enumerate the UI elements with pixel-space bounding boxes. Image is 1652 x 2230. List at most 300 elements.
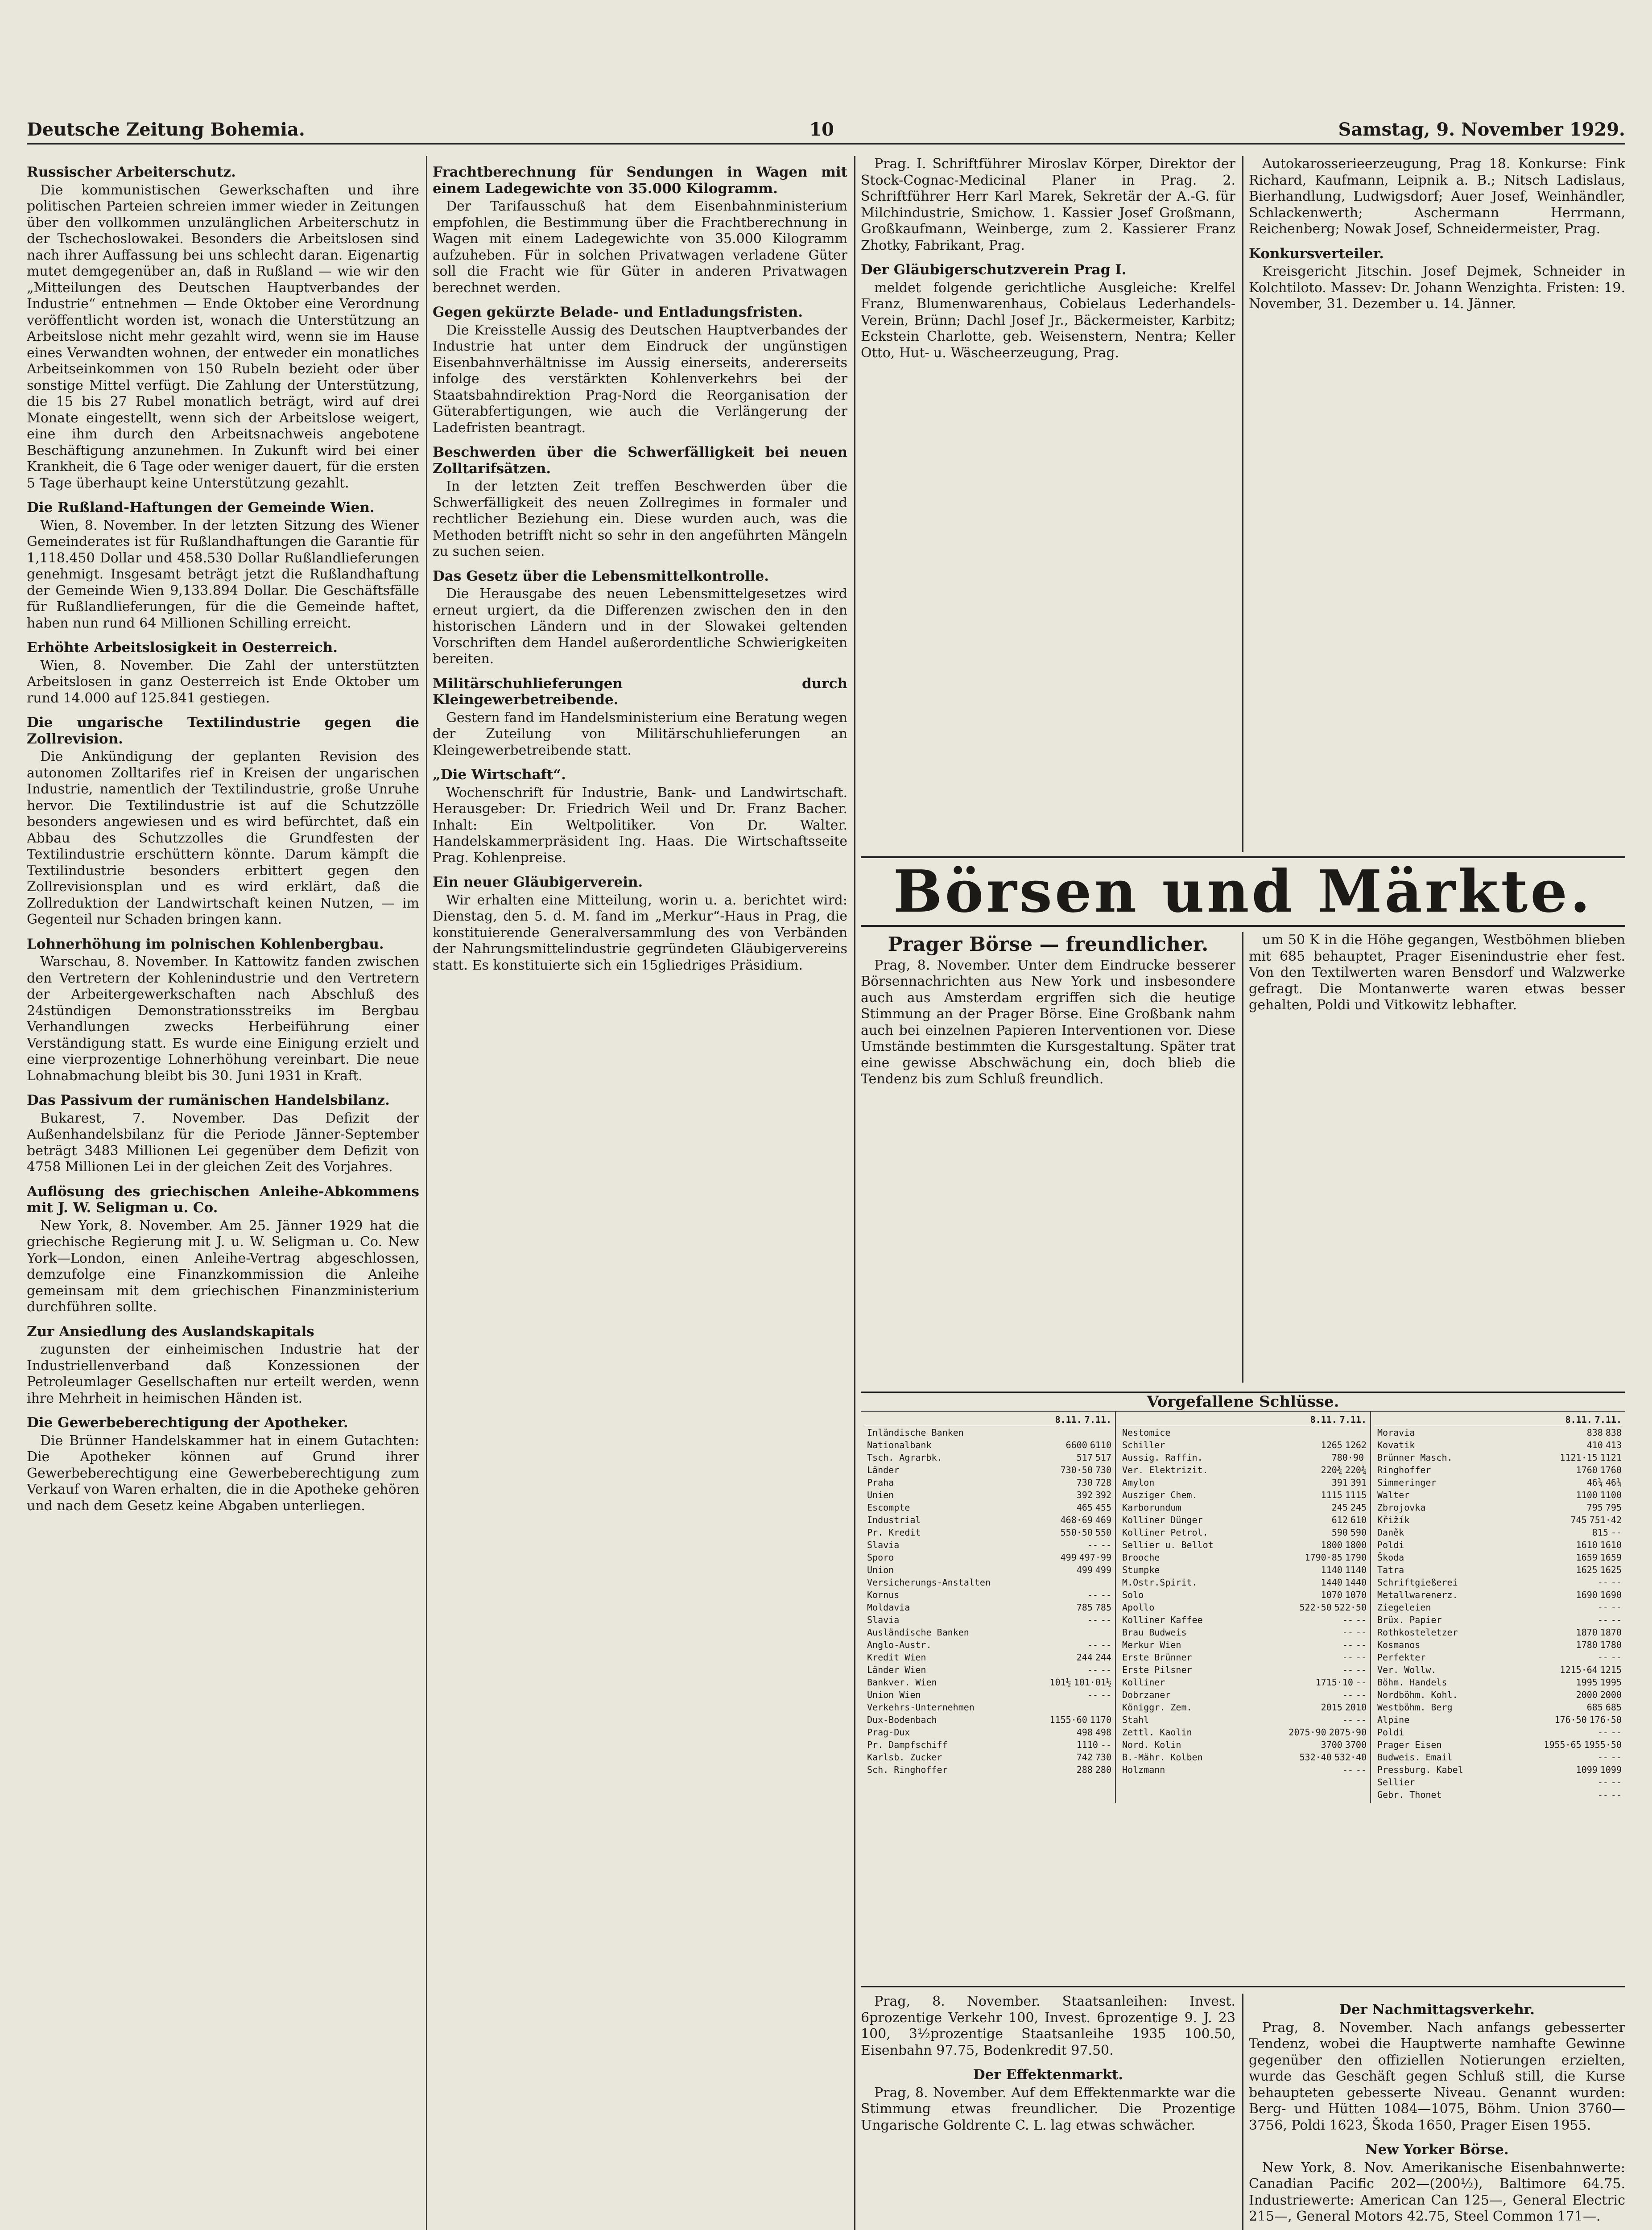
table-cell: 3700	[1321, 1739, 1342, 1750]
article-title: Russischer Arbeiterschutz.	[27, 164, 236, 180]
article-body: Bukarest, 7. November. Das Defizit der Außenhandelsbilanz für die Periode Jänner-September beträgt 3483 Millionen Lei gegenüber dem Defizit von 4758 Millionen Lei in der gleichen Zeit des Vorjahres.	[27, 1110, 419, 1175]
table-cell: Kolliner Petrol.	[1122, 1527, 1208, 1538]
table-row	[864, 1576, 1111, 1589]
table-header-cell: 8.11.	[1055, 1414, 1082, 1425]
table-row	[864, 1664, 1111, 1676]
table-row	[864, 1676, 1111, 1689]
table-cell: --	[1355, 1615, 1367, 1625]
table-row	[1375, 1614, 1622, 1626]
table-cell: 590	[1350, 1527, 1367, 1538]
table-cell: Unien	[867, 1490, 894, 1500]
table-cell: Ziegeleien	[1377, 1602, 1431, 1613]
table-cell: 838	[1586, 1427, 1603, 1438]
table-cell: Škoda	[1377, 1552, 1404, 1563]
table-cell: 532·40	[1334, 1752, 1367, 1763]
table-cell: 1099	[1600, 1764, 1622, 1775]
article-title: Ein neuer Gläubigerverein.	[433, 874, 643, 890]
table-cell: Kolliner Kaffee	[1122, 1615, 1203, 1625]
table-cell: 1121	[1600, 1452, 1622, 1463]
table-cell: 2010	[1345, 1702, 1367, 1713]
table-cell: Kolliner Dünger	[1122, 1515, 1203, 1525]
effekten-text: Prag, 8. November. Auf dem Effektenmarkte war die Stimmung etwas freundlicher. Die Prozentige Ungarische Goldrente C. L. lag etwas schwächer.	[861, 2085, 1235, 2133]
table-row	[1375, 1601, 1622, 1614]
table-cell: Prager Eisen	[1377, 1739, 1442, 1750]
article-body: Die kommunistischen Gewerkschaften und ihre politischen Parteien schreien immer wieder in Zeitungen über den vollkommen unzulänglichen Arbeiterschutz in der Tschechoslowakei. Besonders die Arbeitslosen sind nach ihrer Auffassung bei uns schlecht daran. Eigenartig mutet demgegenüber an, daß in Rußland — wie wir den „Mitteilungen des Deutschen Hauptverbandes der Industrie“ entnehmen — Ende Oktober eine Verordnung veröffentlicht worden ist, wonach die Unterstützung an Arbeitslose nicht mehr gezahlt wird, wenn sie im Hause eines Verwandten wohnen, der entweder ein monatliches Arbeitseinkommen von 150 Rubeln bezieht oder über sonstige Mittel verfügt. Die Zahlung der Unterstützung, die 15 bis 27 Rubel monatlich beträgt, wird auf drei Monate eingestellt, wenn sich der Arbeitslose weigert, eine ihm durch den Arbeitsnachweis angebotene Beschäftigung anzunehmen. In Zukunft wird bei einer Krankheit, die 6 Tage oder weniger dauert, für die ersten 5 Tage überhaupt keine Unterstützung gezahlt.	[27, 182, 419, 491]
table-cell: 1110	[1076, 1739, 1098, 1750]
table-cell: 1625	[1600, 1565, 1622, 1575]
table-cell: 465	[1076, 1502, 1093, 1513]
table-row	[1375, 1776, 1622, 1788]
table-cell: 522·50	[1299, 1602, 1332, 1613]
table-cell: 780·90	[1331, 1452, 1364, 1463]
table-cell: 391	[1350, 1477, 1367, 1488]
table-cell: --	[1597, 1652, 1608, 1663]
table-cell: Aussig. Raffin.	[1122, 1452, 1203, 1463]
table-cell: --	[1611, 1727, 1622, 1738]
article-body: Autokarosserieerzeugung, Prag 18. Konkurse: Fink Richard, Kaufmann, Leipnik a. B.; Nitsch Ladislaus, Bierhandlung, Ludwigsdorf; Auer Josef, Weinhändler, Schlackenwerth; Aschermann Herrmann, Reichenberg; Nowak Josef, Schneidermeister, Prag.	[1249, 156, 1625, 237]
table-row	[1119, 1476, 1367, 1489]
table-row	[1375, 1676, 1622, 1689]
table-cell: 280	[1095, 1764, 1111, 1775]
table-row	[1119, 1551, 1367, 1564]
table-cell: --	[1100, 1540, 1111, 1550]
article-title: Erhöhte Arbeitslosigkeit in Oesterreich.	[27, 640, 338, 656]
table-cell: --	[1342, 1664, 1353, 1675]
table-cell: Bankver. Wien	[867, 1677, 937, 1688]
column-rule-lower	[1242, 1994, 1243, 2230]
table-cell: 245	[1331, 1502, 1348, 1513]
lower-right-section	[861, 1994, 1625, 2230]
table-row	[864, 1514, 1111, 1526]
table-cell: 1955·65	[1544, 1739, 1582, 1750]
table-row	[1375, 1714, 1622, 1726]
table-cell: Ver. Wollw.	[1377, 1664, 1437, 1675]
table-header-row	[864, 1413, 1111, 1426]
article-title: Die ungarische Textilindustrie gegen die Zollrevision.	[27, 714, 419, 747]
table-cell: 497·99	[1079, 1552, 1111, 1563]
table-cell: Escompte	[867, 1502, 910, 1513]
table-row	[1119, 1701, 1367, 1714]
table-cell: Alpine	[1377, 1714, 1410, 1725]
table-cell: --	[1597, 1777, 1608, 1788]
table-cell: 1121·15	[1560, 1452, 1598, 1463]
table-cell: 1140	[1321, 1565, 1342, 1575]
table-row	[864, 1564, 1111, 1576]
article-title: Militärschuhlieferungen durch Kleingewerbetreibende.	[433, 675, 847, 708]
table-cell: Karlsb. Zucker	[867, 1752, 942, 1763]
table-row	[1375, 1464, 1622, 1476]
trades-table-caption: Vorgefallene Schlüsse.	[861, 1393, 1625, 1412]
table-row	[1119, 1726, 1367, 1739]
table-cell: 392	[1076, 1490, 1093, 1500]
table-cell: Zettl. Kaolin	[1122, 1727, 1192, 1738]
newspaper-page	[27, 22, 1625, 2230]
table-cell: Sch. Ringhoffer	[867, 1764, 948, 1775]
article-body: meldet folgende gerichtliche Ausgleiche: Krelfel Franz, Blumenwarenhaus, Cobielaus Lederhandels-Verein, Brünn; Dachl Josef Jr., Bäckermeister, Karbitz; Eckstein Charlotte, geb. Weisenstern, Nentra; Keller Otto, Hut- u. Wäscheerzeugung, Prag.	[861, 280, 1235, 361]
table-row	[864, 1701, 1111, 1714]
table-cell: 1625	[1576, 1565, 1598, 1575]
trades-table-col-1	[861, 1412, 1116, 1803]
table-cell: 2000	[1600, 1689, 1622, 1700]
table-cell: Amylon	[1122, 1477, 1155, 1488]
table-cell: 499	[1076, 1565, 1093, 1575]
effekten-title: Der Effektenmarkt.	[973, 2067, 1123, 2083]
table-cell: Sellier u. Bellot	[1122, 1540, 1214, 1550]
nachmittag-title: Der Nachmittagsverkehr.	[1339, 2002, 1535, 2018]
table-cell: --	[1597, 1752, 1608, 1763]
article-body: zugunsten der einheimischen Industrie hat der Industriellenverband daß Konzessionen der Petroleumlager Gesellschaften nur erteilt werden, wenn ihre Mehrheit in heimischen Händen ist.	[27, 1342, 419, 1406]
table-row	[1375, 1426, 1622, 1439]
table-cell: Sporo	[867, 1552, 894, 1563]
table-cell: 751·42	[1589, 1515, 1622, 1525]
table-row	[1375, 1489, 1622, 1501]
table-row	[864, 1601, 1111, 1614]
table-cell: 1870	[1576, 1627, 1598, 1638]
newyork-title: New Yorker Börse.	[1365, 2142, 1509, 2158]
table-cell: 532·40	[1299, 1752, 1332, 1763]
table-cell: Pr. Dampfschiff	[867, 1739, 948, 1750]
table-cell: --	[1087, 1615, 1098, 1625]
table-cell: Königgr. Zem.	[1122, 1702, 1192, 1713]
table-row	[864, 1426, 1111, 1439]
article-body: Warschau, 8. November. In Kattowitz fanden zwischen den Vertretern der Kohlenindustrie und den Vertretern der Arbeitergewerkschaften nach Abschluß des 24stündigen Demonstrationsstreiks im Bergbau Verhandlungen zwecks Herbeiführung einer Verständigung statt. Es wurde eine Einigung erzielt und eine vierprozentige Lohnerhöhung vereinbart. Die neue Lohnabmachung bleibt bis 30. Juni 1931 in Kraft.	[27, 954, 419, 1084]
table-row	[1375, 1664, 1622, 1676]
table-cell: --	[1342, 1652, 1353, 1663]
table-row	[1119, 1501, 1367, 1514]
article-title: Lohnerhöhung im polnischen Kohlenbergbau.	[27, 936, 384, 952]
table-cell: --	[1611, 1602, 1622, 1613]
column-rule-boerse	[1242, 932, 1243, 1383]
table-cell: 176·50	[1554, 1714, 1587, 1725]
table-cell: 1215	[1600, 1664, 1622, 1675]
table-cell: --	[1087, 1664, 1098, 1675]
boerse-section-title: Börsen und Märkte.	[861, 856, 1625, 927]
table-cell: Tatra	[1377, 1565, 1404, 1575]
table-cell: 101·01½	[1074, 1677, 1111, 1688]
table-cell: Tsch. Agrarbk.	[867, 1452, 942, 1463]
table-cell: 730	[1095, 1465, 1111, 1475]
table-cell: --	[1611, 1752, 1622, 1763]
table-cell: Kovatik	[1377, 1440, 1415, 1450]
table-row	[1119, 1751, 1367, 1763]
column-1	[27, 156, 419, 2230]
table-row	[1119, 1426, 1367, 1439]
table-cell: --	[1611, 1777, 1622, 1788]
table-cell: 499	[1095, 1565, 1111, 1575]
table-cell: Brau Budweis	[1122, 1627, 1187, 1638]
trades-table-col-3	[1371, 1412, 1625, 1803]
table-cell: Budweis. Email	[1377, 1752, 1453, 1763]
table-cell: --	[1355, 1627, 1367, 1638]
table-cell: 1610	[1576, 1540, 1598, 1550]
table-cell: --	[1611, 1577, 1622, 1588]
article-body: Die Kreisstelle Aussig des Deutschen Hauptverbandes der Industrie hat unter dem Eindruck der ungünstigen Eisenbahnverhältnisse im Aussig einerseits, andererseits infolge des verstärkten Kohlenverkehrs bei der Staatsbahndirektion Prag-Nord die Reorganisation der Güterabfertigungen, wie auch die Verlängerung der Ladefristen beantragt.	[433, 322, 847, 436]
table-cell: 1100	[1600, 1490, 1622, 1500]
table-row	[1119, 1714, 1367, 1726]
table-cell: 1115	[1321, 1490, 1342, 1500]
table-cell: --	[1342, 1615, 1353, 1625]
table-cell: 1115	[1345, 1490, 1367, 1500]
table-cell: 1995	[1576, 1677, 1598, 1688]
table-cell: --	[1342, 1714, 1353, 1725]
table-cell: Simmeringer	[1377, 1477, 1437, 1488]
table-cell: --	[1611, 1652, 1622, 1663]
table-row	[864, 1614, 1111, 1626]
stats-text: Prag, 8. November. Staatsanleihen: Invest. 6prozentige Verkehr 100, Invest. 6prozentige 9. J. 23 100, 3½prozentige Staatsanleihe 1935 100.50, Eisenbahn 97.75, Bodenkredit 97.50.	[861, 1994, 1235, 2058]
table-cell: 468·69	[1060, 1515, 1093, 1525]
column-4	[1249, 156, 1625, 852]
table-cell: 1610	[1600, 1540, 1622, 1550]
table-cell: --	[1355, 1677, 1367, 1688]
table-cell: Dobrzaner	[1122, 1689, 1171, 1700]
table-row	[864, 1501, 1111, 1514]
table-row	[1375, 1551, 1622, 1564]
table-header-cell	[864, 1413, 1053, 1426]
table-cell: M.Ostr.Spirit.	[1122, 1577, 1198, 1588]
table-row	[1375, 1701, 1622, 1714]
table-cell: 550	[1095, 1527, 1111, 1538]
table-row	[864, 1639, 1111, 1651]
table-cell: --	[1100, 1639, 1111, 1650]
table-cell: Karborundum	[1122, 1502, 1181, 1513]
table-row	[864, 1626, 1111, 1639]
table-cell: Kosmanos	[1377, 1639, 1421, 1650]
table-row	[1119, 1589, 1367, 1601]
table-cell: 612	[1331, 1515, 1348, 1525]
masthead-date: Samstag, 9. November 1929.	[1338, 119, 1625, 140]
table-cell: 1659	[1576, 1552, 1598, 1563]
masthead	[27, 116, 1625, 145]
table-cell: Apollo	[1122, 1602, 1155, 1613]
table-row	[1375, 1626, 1622, 1639]
table-row	[864, 1489, 1111, 1501]
table-row	[1119, 1539, 1367, 1551]
table-cell: --	[1087, 1639, 1098, 1650]
table-row	[1375, 1788, 1622, 1801]
table-row	[864, 1464, 1111, 1476]
table-row	[1375, 1476, 1622, 1489]
table-row	[1119, 1651, 1367, 1664]
table-row	[864, 1751, 1111, 1763]
table-cell: Kornus	[867, 1590, 900, 1600]
table-row	[864, 1589, 1111, 1601]
table-cell: --	[1355, 1664, 1367, 1675]
table-cell: 1440	[1345, 1577, 1367, 1588]
table-row	[1119, 1739, 1367, 1751]
table-cell: Pr. Kredit	[867, 1527, 921, 1538]
table-row	[864, 1526, 1111, 1539]
table-row	[1375, 1726, 1622, 1739]
table-cell: 785	[1076, 1602, 1093, 1613]
table-cell: 1155·60	[1049, 1714, 1087, 1725]
table-header-cell: 7.11.	[1339, 1414, 1367, 1425]
table-row	[1375, 1763, 1622, 1776]
table-cell: Metallwarenerz.	[1377, 1590, 1458, 1600]
table-cell: --	[1355, 1714, 1367, 1725]
table-cell: Poldi	[1377, 1727, 1404, 1738]
article-body: Wien, 8. November. In der letzten Sitzung des Wiener Gemeinderates ist für Rußlandhaftungen die Garantie für 1,118.450 Dollar und 458.530 Dollar Rußlandlieferungen genehmigt. Insgesamt beträgt jetzt die Rußlandhaftung der Gemeinde Wien 9,133.894 Dollar. Die Geschäftsfälle für Rußlandlieferungen, für die die Gemeinde haftet, haben nun rund 64 Millionen Schilling erreicht.	[27, 517, 419, 631]
column-3	[861, 156, 1235, 852]
table-cell: Erste Pilsner	[1122, 1664, 1192, 1675]
table-cell: Merkur Wien	[1122, 1639, 1181, 1650]
table-cell: --	[1355, 1764, 1367, 1775]
table-cell	[1364, 1426, 1367, 1439]
table-row	[864, 1739, 1111, 1751]
table-cell: 1099	[1576, 1764, 1598, 1775]
table-cell: Kredit Wien	[867, 1652, 926, 1663]
table-cell: 1780	[1576, 1639, 1598, 1650]
table-cell: Moravia	[1377, 1427, 1415, 1438]
table-cell: Daněk	[1377, 1527, 1404, 1538]
table-cell: 1070	[1321, 1590, 1342, 1600]
table-cell: 2075·90	[1289, 1727, 1326, 1738]
lower-right-col	[1249, 1994, 1625, 2230]
table-cell: 3700	[1345, 1739, 1367, 1750]
table-cell: Union Wien	[867, 1689, 921, 1700]
table-header-cell	[1375, 1413, 1563, 1426]
table-cell: --	[1597, 1602, 1608, 1613]
table-cell: Prag-Dux	[867, 1727, 910, 1738]
table-cell: Nationalbank	[867, 1440, 932, 1450]
article-body: Wien, 8. November. Die Zahl der unterstützten Arbeitslosen in ganz Oesterreich ist Ende Oktober um rund 14.000 auf 125.841 gestiegen.	[27, 657, 419, 706]
table-cell: 1800	[1321, 1540, 1342, 1550]
table-cell	[1109, 1426, 1111, 1439]
prague-boerse-right	[1249, 932, 1625, 1383]
table-row	[1119, 1614, 1367, 1626]
table-cell: Perfekter	[1377, 1652, 1426, 1663]
table-cell: 1870	[1600, 1627, 1622, 1638]
table-row	[1119, 1514, 1367, 1526]
table-cell: Stahl	[1122, 1714, 1149, 1725]
column-2	[433, 156, 847, 2230]
table-row	[1375, 1564, 1622, 1576]
table-cell: Brooche	[1122, 1552, 1160, 1563]
table-header-cell: 7.11.	[1594, 1414, 1622, 1425]
article-title: Die Gewerbeberechtigung der Apotheker.	[27, 1415, 348, 1431]
table-cell: 730·50	[1060, 1465, 1093, 1475]
table-cell: 1790	[1345, 1552, 1367, 1563]
table-cell: 498	[1095, 1727, 1111, 1738]
table-cell: 1690	[1576, 1590, 1598, 1600]
table-header-row	[1375, 1413, 1622, 1426]
table-cell: Walter	[1377, 1490, 1410, 1500]
table-cell: 2015	[1321, 1702, 1342, 1713]
table-cell: 685	[1605, 1702, 1622, 1713]
table-header-cell: 8.11.	[1310, 1414, 1337, 1425]
table-cell: 1262	[1345, 1440, 1367, 1450]
table-cell: 2075·90	[1329, 1727, 1367, 1738]
table-cell: Nord. Kolin	[1122, 1739, 1181, 1750]
table-cell: 1100	[1576, 1490, 1598, 1500]
table-cell: 517	[1076, 1452, 1093, 1463]
table-cell: 392	[1095, 1490, 1111, 1500]
table-row	[1119, 1451, 1367, 1464]
table-row	[1375, 1539, 1622, 1551]
table-cell	[1109, 1626, 1111, 1639]
table-cell: Westböhm. Berg	[1377, 1702, 1453, 1713]
article-body: Wochenschrift für Industrie, Bank- und Landwirtschaft. Herausgeber: Dr. Friedrich Weil und Dr. Franz Bacher. Inhalt: Ein Weltpolitiker. Von Dr. Walter. Handelskammerpräsident Ing. Haas. Die Wirtschaftsseite Prag. Kohlenpreise.	[433, 785, 847, 866]
table-cell: --	[1342, 1639, 1353, 1650]
lower-left-col	[861, 1994, 1235, 2230]
article-title: Auflösung des griechischen Anleihe-Abkommens mit J. W. Seligman u. Co.	[27, 1183, 419, 1216]
table-cell: 590	[1331, 1527, 1348, 1538]
table-row	[1375, 1451, 1622, 1464]
table-cell: Brünner Masch.	[1377, 1452, 1453, 1463]
table-row	[864, 1451, 1111, 1464]
table-cell: --	[1100, 1590, 1111, 1600]
table-cell: --	[1355, 1689, 1367, 1700]
table-cell: Schiller	[1122, 1440, 1165, 1450]
table-cell: Sellier	[1377, 1777, 1415, 1788]
table-cell: Poldi	[1377, 1540, 1404, 1550]
table-cell: 815	[1592, 1527, 1608, 1538]
table-cell: 2000	[1576, 1689, 1598, 1700]
table-cell: --	[1611, 1527, 1622, 1538]
table-header-cell: 7.11.	[1084, 1414, 1111, 1425]
masthead-page-number: 10	[809, 119, 834, 140]
table-cell: Böhm. Handels	[1377, 1677, 1447, 1688]
table-cell: Pressburg. Kabel	[1377, 1764, 1463, 1775]
article-title: Die Rußland-Haftungen der Gemeinde Wien.	[27, 500, 375, 516]
column-rule-3	[1242, 156, 1243, 852]
table-cell: 498	[1076, 1727, 1093, 1738]
table-row	[1119, 1664, 1367, 1676]
table-cell: Dux-Bodenbach	[867, 1714, 937, 1725]
prague-boerse-title: Prager Börse — freundlicher.	[888, 933, 1209, 956]
table-cell: 1690	[1600, 1590, 1622, 1600]
table-row	[864, 1439, 1111, 1451]
table-row	[864, 1476, 1111, 1489]
table-cell: --	[1597, 1615, 1608, 1625]
table-row	[864, 1714, 1111, 1726]
table-cell: --	[1087, 1540, 1098, 1550]
table-cell: 728	[1095, 1477, 1111, 1488]
table-cell: Verkehrs-Unternehmen	[867, 1702, 975, 1713]
table-row	[1119, 1526, 1367, 1539]
table-cell: Stumpke	[1122, 1565, 1160, 1575]
table-cell	[1109, 1701, 1111, 1714]
table-cell: Ausländische Banken	[867, 1627, 969, 1638]
table-cell: --	[1597, 1789, 1608, 1800]
table-cell: 1140	[1345, 1565, 1367, 1575]
article-title: Konkursverteiler.	[1249, 245, 1384, 262]
prague-boerse-text: Prag, 8. November. Unter dem Eindrucke besserer Börsennachrichten aus New York und insbesondere auch aus Amsterdam ergriffen sich die heutige Stimmung an der Prager Börse. Eine Großbank nahm auch bei einzelnen Papieren Interventionen vor. Diese Umstände bestimmten die Kursgestaltung. Später trat eine gewisse Abschwächung ein, doch blieb die Tendenz bis zum Schluß freundlich.	[861, 957, 1235, 1087]
table-cell: 455	[1095, 1502, 1111, 1513]
table-cell: --	[1355, 1652, 1367, 1663]
table-cell: Schriftgießerei	[1377, 1577, 1458, 1588]
table-row	[1119, 1439, 1367, 1451]
table-cell: 742	[1076, 1752, 1093, 1763]
table-cell: 1790·85	[1305, 1552, 1342, 1563]
table-cell: Nestomice	[1122, 1427, 1171, 1438]
table-header-row	[1119, 1413, 1367, 1426]
table-cell: --	[1100, 1664, 1111, 1675]
column-rule-1	[426, 156, 427, 2230]
article-title: Das Passivum der rumänischen Handelsbilanz.	[27, 1092, 390, 1108]
table-cell: Rothkosteletzer	[1377, 1627, 1458, 1638]
table-cell: 410	[1586, 1440, 1603, 1450]
table-cell: Industrial	[867, 1515, 921, 1525]
prague-boerse-left	[861, 932, 1235, 1383]
article-body: Kreisgericht Jitschin. Josef Dejmek, Schneider in Kolchtiloto. Massev: Dr. Johann Wenzighta. Fristen: 19. November, 31. Dezember u. 14. Jänner.	[1249, 264, 1625, 312]
table-cell	[1364, 1451, 1367, 1464]
table-cell: 730	[1076, 1477, 1093, 1488]
table-cell: 1780	[1600, 1639, 1622, 1650]
table-row	[1119, 1576, 1367, 1589]
table-row	[1119, 1564, 1367, 1576]
table-cell: 1995	[1600, 1677, 1622, 1688]
article-body: Wir erhalten eine Mitteilung, worin u. a. berichtet wird: Dienstag, den 5. d. M. fand im „Merkur“-Haus in Prag, die konstituierende Generalversammlung des von Verbänden der Nahrungsmittelindustrie gegründeten Gläubigervereins statt. Es konstituierte sich ein 15gliedriges Präsidium.	[433, 892, 847, 973]
